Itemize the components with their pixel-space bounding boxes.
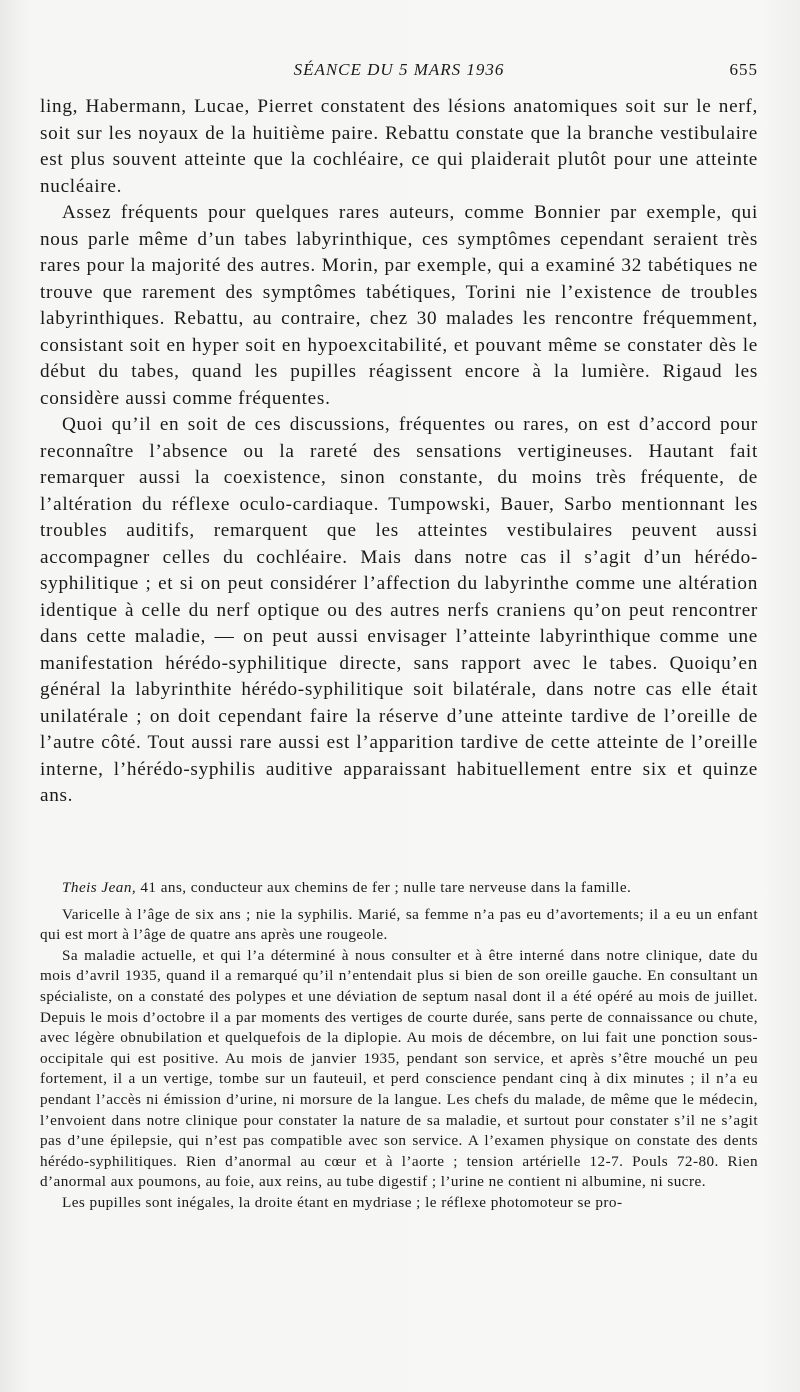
paragraph-discussion: Quoi qu’il en soit de ces discussions, fréquentes ou rares, on est d’accord pour reconnaître l’absence ou la rareté des sensations vertigineuses. Hautant fait remarquer aussi la coexistence, sinon constante, du moins très fréquente, de l’altération du réflexe oculo-cardiaque. Tumpowski, Bauer, Sarbo mentionnant les troubles auditifs, remarquent que les atteintes vestibulaires peuvent aussi accompagner celles du cochléaire. Mais dans notre cas il s’agit d’un hérédo-syphilitique ; et si on peut considérer l’affection du labyrinthe comme une altération identique à celle du nerf optique ou des autres nerfs craniens qu’on peut rencontrer dans cette maladie, — on peut aussi envisager l’atteinte labyrinthique comme une manifestation hérédo-syphilitique directe, sans rapport avec le tabes. Quoiqu’en général la labyrinthite hérédo-syphilitique soit bilatérale, dans notre cas elle était unilatérale ; on doit cependant faire la réserve d’une atteinte tardive de l’oreille de l’autre côté. Tout aussi rare aussi est l’apparition tardive de cette atteinte de l’oreille interne, l’hérédo-syphilis auditive apparaissant habituellement entre six et quinze ans.: [40, 414, 758, 806]
paragraph-continuation: ling, Habermann, Lucae, Pierret constatent des lésions anatomiques soit sur le nerf, soit sur les noyaux de la huitième paire. Rebattu constate que la branche vestibulaire est plus souvent atteinte que la cochléaire, ce qui plaiderait plutôt pour une atteinte nucléaire.: [40, 96, 758, 197]
case-history: Varicelle à l’âge de six ans ; nie la syphilis. Marié, sa femme n’a pas eu d’avortements; il a eu un enfant qui est mort à l’âge de quatre ans après une rougeole.: [40, 905, 758, 944]
patient-name: Theis Jean,: [62, 879, 137, 896]
main-text: [40, 94, 758, 810]
page-number: 655: [729, 60, 758, 79]
case-intro: [40, 878, 758, 899]
paragraph-frequency: Assez fréquents pour quelques rares auteurs, comme Bonnier par exemple, qui nous parle même d’un tabes labyrinthique, ces symptômes cependant seraient très rares pour la majorité des autres. Morin, par exemple, qui a examiné 32 tabétiques ne trouve que rarement des symptômes tabétiques, Torini nie l’existence de troubles labyrinthiques. Rebattu, au contraire, chez 30 malades les rencontre fréquemment, consistant soit en hyper soit en hypoexcitabilité, et pouvant même se constater dès le début du tabes, quand les pupilles réagissent encore à la lumière. Rigaud les considère aussi comme fréquentes.: [40, 202, 758, 409]
running-header: [40, 60, 758, 86]
running-title: SÉANCE DU 5 MARS 1936: [293, 60, 505, 79]
case-current-illness: Sa maladie actuelle, et qui l’a déterminé à nous consulter et à être interné dans notre clinique, date du mois d’avril 1935, quand il a remarqué qu’il n’entendait plus si bien de son oreille gauche. En consultant un spécialiste, on a constaté des polypes et une déviation de septum nasal dont il a été opéré au mois de juillet. Depuis le mois d’octobre il a par moments des vertiges de courte durée, sans perte de connaissance ou chute, avec légère obnubilation et quelquefois de la diplopie. Au mois de décembre, on lui fait une ponction sous-occipitale qui est positive. Au mois de janvier 1935, pendant son service, et après s’être mouché un peu fortement, il a un vertige, tombe sur un fauteuil, et perd conscience pendant cinq à dix minutes ; il n’a eu pendant l’accès ni émission d’urine, ni morsure de la langue. Les chefs du malade, de même que le médecin, l’envoient dans notre clinique pour constater la nature de sa maladie, et surtout pour constater s’il ne s’agit pas d’une épilepsie, qui n’est pas compatible avec son service. A l’examen physique on constate des dents hérédo-syphilitiques. Rien d’anormal au cœur et à l’aorte ; tension artérielle 12-7. Pouls 72-80. Rien d’anormal aux poumons, au foie, aux reins, au tube digestif ; l’urine ne contient ni albumine, ni sucre.: [40, 946, 758, 1191]
patient-description: 41 ans, conducteur aux chemins de fer ; nulle tare nerveuse dans la famille.: [136, 879, 632, 896]
case-observation: [40, 878, 758, 1214]
case-pupils: Les pupilles sont inégales, la droite étant en mydriase ; le réflexe photomoteur se pro-: [62, 1193, 623, 1211]
